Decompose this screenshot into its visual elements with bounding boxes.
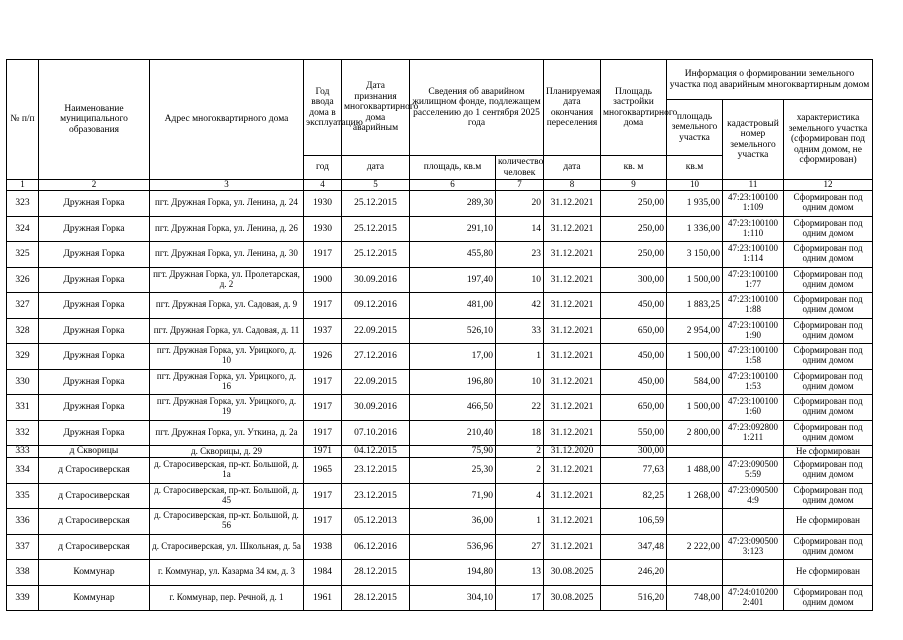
year-cell: 1926 [304,344,342,370]
row-number: 332 [7,420,39,446]
unit-plan-date: дата [544,156,601,180]
recognition-date-cell: 05.12.2013 [342,509,410,535]
cadastral-cell: 47:23:100100 1:90 [723,318,784,344]
building-area-cell: 77,63 [601,458,667,484]
people-cell: 4 [496,483,544,509]
header-recognition-date: Дата признания многоквартирного дома аварийным [342,60,410,156]
address-cell: д. Старосиверская, ул. Школьная, д. 5а [150,534,304,560]
year-cell: 1930 [304,216,342,242]
people-cell: 27 [496,534,544,560]
municipality-cell: д Скворицы [39,446,150,458]
address-cell: пгт. Дружная Горка, ул. Урицкого, д. 10 [150,344,304,370]
area-cell: 75,90 [410,446,496,458]
unit-date: дата [342,156,410,180]
address-cell: пгт. Дружная Горка, ул. Урицкого, д. 19 [150,395,304,421]
planned-date-cell: 31.12.2021 [544,483,601,509]
year-cell: 1917 [304,509,342,535]
building-area-cell: 300,00 [601,446,667,458]
year-cell: 1971 [304,446,342,458]
land-char-cell: Не сформирован [784,446,873,458]
table-row [7,344,873,370]
planned-date-cell: 31.12.2020 [544,446,601,458]
year-cell: 1917 [304,483,342,509]
header-emergency-info: Сведения об аварийном жилищном фонде, подлежащем расселению до 1 сентября 2025 года [410,60,544,156]
column-number: 3 [150,180,304,191]
area-cell: 526,10 [410,318,496,344]
year-cell: 1984 [304,560,342,586]
building-area-cell: 516,20 [601,585,667,611]
planned-date-cell: 31.12.2021 [544,267,601,293]
row-number: 326 [7,267,39,293]
area-cell: 481,00 [410,293,496,319]
address-cell: пгт. Дружная Горка, ул. Ленина, д. 30 [150,242,304,268]
year-cell: 1917 [304,293,342,319]
address-cell: г. Коммунар, пер. Речной, д. 1 [150,585,304,611]
land-char-cell: Сформирован под одним домом [784,344,873,370]
year-cell: 1937 [304,318,342,344]
cadastral-cell: 47:24:010200 2:401 [723,585,784,611]
area-cell: 197,40 [410,267,496,293]
people-cell: 18 [496,420,544,446]
table-row [7,242,873,268]
recognition-date-cell: 07.10.2016 [342,420,410,446]
people-cell: 13 [496,560,544,586]
cadastral-cell: 47:23:100100 1:58 [723,344,784,370]
cadastral-cell: 47:23:100100 1:53 [723,369,784,395]
cadastral-cell: 47:23:090500 3:123 [723,534,784,560]
land-area-cell: 1 500,00 [667,267,723,293]
land-char-cell: Сформирован под одним домом [784,369,873,395]
area-cell: 194,80 [410,560,496,586]
recognition-date-cell: 28.12.2015 [342,585,410,611]
area-cell: 291,10 [410,216,496,242]
planned-date-cell: 31.12.2021 [544,293,601,319]
column-number: 1 [7,180,39,191]
land-area-cell: 2 222,00 [667,534,723,560]
planned-date-cell: 30.08.2025 [544,585,601,611]
year-cell: 1917 [304,420,342,446]
year-cell: 1917 [304,369,342,395]
year-cell: 1917 [304,242,342,268]
header-cadastral: кадастровый номер земельного участка [723,100,784,180]
people-cell: 42 [496,293,544,319]
cadastral-cell: 47:23:100100 1:110 [723,216,784,242]
cadastral-cell: 47:23:100100 1:114 [723,242,784,268]
row-number: 330 [7,369,39,395]
recognition-date-cell: 09.12.2016 [342,293,410,319]
people-cell: 2 [496,458,544,484]
address-cell: г. Коммунар, ул. Казарма 34 км, д. 3 [150,560,304,586]
area-cell: 304,10 [410,585,496,611]
header-land-info: Информация о формировании земельного участка под аварийным многоквартирным домом [667,60,873,100]
municipality-cell: д Старосиверская [39,458,150,484]
planned-date-cell: 31.12.2021 [544,216,601,242]
cadastral-cell: 47:23:100100 1:109 [723,191,784,217]
column-number: 9 [601,180,667,191]
land-area-cell [667,446,723,458]
cadastral-cell: 47:23:090500 4:9 [723,483,784,509]
table-row [7,191,873,217]
column-number: 2 [39,180,150,191]
address-cell: пгт. Дружная Горка, ул. Уткина, д. 2а [150,420,304,446]
row-number: 336 [7,509,39,535]
building-area-cell: 82,25 [601,483,667,509]
land-char-cell: Сформирован под одним домом [784,420,873,446]
header-land-area: площадь земельного участка [667,100,723,156]
land-char-cell: Не сформирован [784,509,873,535]
municipality-cell: Дружная Горка [39,369,150,395]
row-number: 338 [7,560,39,586]
unit-sqm-land: кв.м [667,156,723,180]
recognition-date-cell: 25.12.2015 [342,242,410,268]
land-area-cell: 1 500,00 [667,395,723,421]
year-cell: 1917 [304,395,342,421]
building-area-cell: 250,00 [601,216,667,242]
row-number: 328 [7,318,39,344]
table-row [7,420,873,446]
land-char-cell: Сформирован под одним домом [784,318,873,344]
year-cell: 1930 [304,191,342,217]
building-area-cell: 347,48 [601,534,667,560]
row-number: 325 [7,242,39,268]
row-number: 327 [7,293,39,319]
planned-date-cell: 31.12.2021 [544,395,601,421]
column-number: 6 [410,180,496,191]
land-area-cell: 748,00 [667,585,723,611]
unit-area: площадь, кв.м [410,156,496,180]
planned-date-cell: 31.12.2021 [544,344,601,370]
header-num: № п/п [7,60,39,180]
address-cell: д. Старосиверская, пр-кт. Большой, д. 56 [150,509,304,535]
building-area-cell: 450,00 [601,369,667,395]
header-planned-date: Планируемая дата окончания переселения [544,60,601,156]
table-row [7,446,873,458]
cadastral-cell: 47:23:092800 1:211 [723,420,784,446]
recognition-date-cell: 30.09.2016 [342,267,410,293]
table-row [7,534,873,560]
address-cell: д. Старосиверская, пр-кт. Большой, д. 45 [150,483,304,509]
people-cell: 14 [496,216,544,242]
area-cell: 210,40 [410,420,496,446]
row-number: 329 [7,344,39,370]
recognition-date-cell: 25.12.2015 [342,191,410,217]
land-area-cell: 2 954,00 [667,318,723,344]
cadastral-cell [723,446,784,458]
area-cell: 466,50 [410,395,496,421]
address-cell: пгт. Дружная Горка, ул. Садовая, д. 11 [150,318,304,344]
cadastral-cell: 47:23:100100 1:77 [723,267,784,293]
planned-date-cell: 31.12.2021 [544,509,601,535]
land-char-cell: Сформирован под одним домом [784,585,873,611]
unit-people: количество человек [496,156,544,180]
table-body [7,191,873,611]
building-area-cell: 250,00 [601,242,667,268]
land-char-cell: Сформирован под одним домом [784,534,873,560]
header-municipality: Наименование муниципального образования [39,60,150,180]
header-address: Адрес многоквартирного дома [150,60,304,180]
table-row [7,509,873,535]
recognition-date-cell: 23.12.2015 [342,483,410,509]
recognition-date-cell: 28.12.2015 [342,560,410,586]
municipality-cell: Дружная Горка [39,267,150,293]
area-cell: 36,00 [410,509,496,535]
land-area-cell: 1 268,00 [667,483,723,509]
land-area-cell: 3 150,00 [667,242,723,268]
land-area-cell [667,560,723,586]
planned-date-cell: 31.12.2021 [544,318,601,344]
municipality-cell: Дружная Горка [39,420,150,446]
recognition-date-cell: 06.12.2016 [342,534,410,560]
people-cell: 10 [496,369,544,395]
recognition-date-cell: 27.12.2016 [342,344,410,370]
column-number: 5 [342,180,410,191]
planned-date-cell: 31.12.2021 [544,534,601,560]
table-row [7,216,873,242]
table-row [7,458,873,484]
cadastral-cell [723,560,784,586]
table-row [7,483,873,509]
land-area-cell [667,509,723,535]
building-area-cell: 550,00 [601,420,667,446]
people-cell: 20 [496,191,544,217]
cadastral-cell: 47:23:100100 1:60 [723,395,784,421]
land-char-cell: Не сформирован [784,560,873,586]
building-area-cell: 246,20 [601,560,667,586]
area-cell: 17,00 [410,344,496,370]
municipality-cell: Дружная Горка [39,318,150,344]
address-cell: пгт. Дружная Горка, ул. Урицкого, д. 16 [150,369,304,395]
area-cell: 289,30 [410,191,496,217]
table-row [7,560,873,586]
building-area-cell: 300,00 [601,267,667,293]
municipality-cell: Дружная Горка [39,344,150,370]
cadastral-cell [723,509,784,535]
land-area-cell: 1 500,00 [667,344,723,370]
building-area-cell: 650,00 [601,395,667,421]
column-number: 10 [667,180,723,191]
people-cell: 22 [496,395,544,421]
planned-date-cell: 30.08.2025 [544,560,601,586]
land-char-cell: Сформирован под одним домом [784,191,873,217]
address-cell: пгт. Дружная Горка, ул. Ленина, д. 26 [150,216,304,242]
municipality-cell: д Старосиверская [39,534,150,560]
land-char-cell: Сформирован под одним домом [784,216,873,242]
table-row [7,395,873,421]
recognition-date-cell: 30.09.2016 [342,395,410,421]
column-number: 11 [723,180,784,191]
building-area-cell: 250,00 [601,191,667,217]
recognition-date-cell: 23.12.2015 [342,458,410,484]
land-char-cell: Сформирован под одним домом [784,458,873,484]
row-number: 337 [7,534,39,560]
address-cell: пгт. Дружная Горка, ул. Ленина, д. 24 [150,191,304,217]
table-row [7,318,873,344]
land-char-cell: Сформирован под одним домом [784,395,873,421]
area-cell: 455,80 [410,242,496,268]
planned-date-cell: 31.12.2021 [544,369,601,395]
planned-date-cell: 31.12.2021 [544,191,601,217]
table-row [7,293,873,319]
area-cell: 25,30 [410,458,496,484]
building-area-cell: 450,00 [601,344,667,370]
land-area-cell: 1 935,00 [667,191,723,217]
cadastral-cell: 47:23:090500 5:59 [723,458,784,484]
planned-date-cell: 31.12.2021 [544,242,601,268]
row-number: 333 [7,446,39,458]
column-number: 8 [544,180,601,191]
recognition-date-cell: 25.12.2015 [342,216,410,242]
address-cell: пгт. Дружная Горка, ул. Пролетарская, д. 2 [150,267,304,293]
municipality-cell: Дружная Горка [39,242,150,268]
address-cell: д. Скворицы, д. 29 [150,446,304,458]
people-cell: 2 [496,446,544,458]
table-row [7,267,873,293]
municipality-cell: Дружная Горка [39,395,150,421]
planned-date-cell: 31.12.2021 [544,420,601,446]
unit-year: год [304,156,342,180]
building-area-cell: 450,00 [601,293,667,319]
table-row [7,585,873,611]
header-year-built: Год ввода дома в эксплуатацию [304,60,342,156]
table-row [7,369,873,395]
row-number: 334 [7,458,39,484]
recognition-date-cell: 04.12.2015 [342,446,410,458]
municipality-cell: Коммунар [39,585,150,611]
municipality-cell: д Старосиверская [39,509,150,535]
cadastral-cell: 47:23:100100 1:88 [723,293,784,319]
column-number: 12 [784,180,873,191]
municipality-cell: Дружная Горка [39,191,150,217]
people-cell: 23 [496,242,544,268]
column-number: 7 [496,180,544,191]
land-char-cell: Сформирован под одним домом [784,483,873,509]
people-cell: 1 [496,509,544,535]
row-number: 331 [7,395,39,421]
row-number: 324 [7,216,39,242]
address-cell: д. Старосиверская, пр-кт. Большой, д. 1а [150,458,304,484]
municipality-cell: д Старосиверская [39,483,150,509]
area-cell: 196,80 [410,369,496,395]
year-cell: 1900 [304,267,342,293]
people-cell: 10 [496,267,544,293]
land-area-cell: 584,00 [667,369,723,395]
year-cell: 1938 [304,534,342,560]
land-area-cell: 2 800,00 [667,420,723,446]
header-building-area: Площадь застройки многоквартирного дома [601,60,667,156]
municipality-cell: Дружная Горка [39,216,150,242]
people-cell: 1 [496,344,544,370]
land-char-cell: Сформирован под одним домом [784,267,873,293]
emergency-housing-table [6,59,873,611]
area-cell: 71,90 [410,483,496,509]
address-cell: пгт. Дружная Горка, ул. Садовая, д. 9 [150,293,304,319]
unit-sqm: кв. м [601,156,667,180]
people-cell: 17 [496,585,544,611]
recognition-date-cell: 22.09.2015 [342,318,410,344]
building-area-cell: 106,59 [601,509,667,535]
municipality-cell: Дружная Горка [39,293,150,319]
year-cell: 1965 [304,458,342,484]
land-area-cell: 1 883,25 [667,293,723,319]
building-area-cell: 650,00 [601,318,667,344]
row-number: 335 [7,483,39,509]
land-char-cell: Сформирован под одним домом [784,293,873,319]
land-area-cell: 1 336,00 [667,216,723,242]
row-number: 323 [7,191,39,217]
year-cell: 1961 [304,585,342,611]
municipality-cell: Коммунар [39,560,150,586]
land-char-cell: Сформирован под одним домом [784,242,873,268]
area-cell: 536,96 [410,534,496,560]
land-area-cell: 1 488,00 [667,458,723,484]
header-land-char: характеристика земельного участка (сформирован под одним домом, не сформирован) [784,100,873,180]
people-cell: 33 [496,318,544,344]
recognition-date-cell: 22.09.2015 [342,369,410,395]
column-number: 4 [304,180,342,191]
row-number: 339 [7,585,39,611]
planned-date-cell: 31.12.2021 [544,458,601,484]
